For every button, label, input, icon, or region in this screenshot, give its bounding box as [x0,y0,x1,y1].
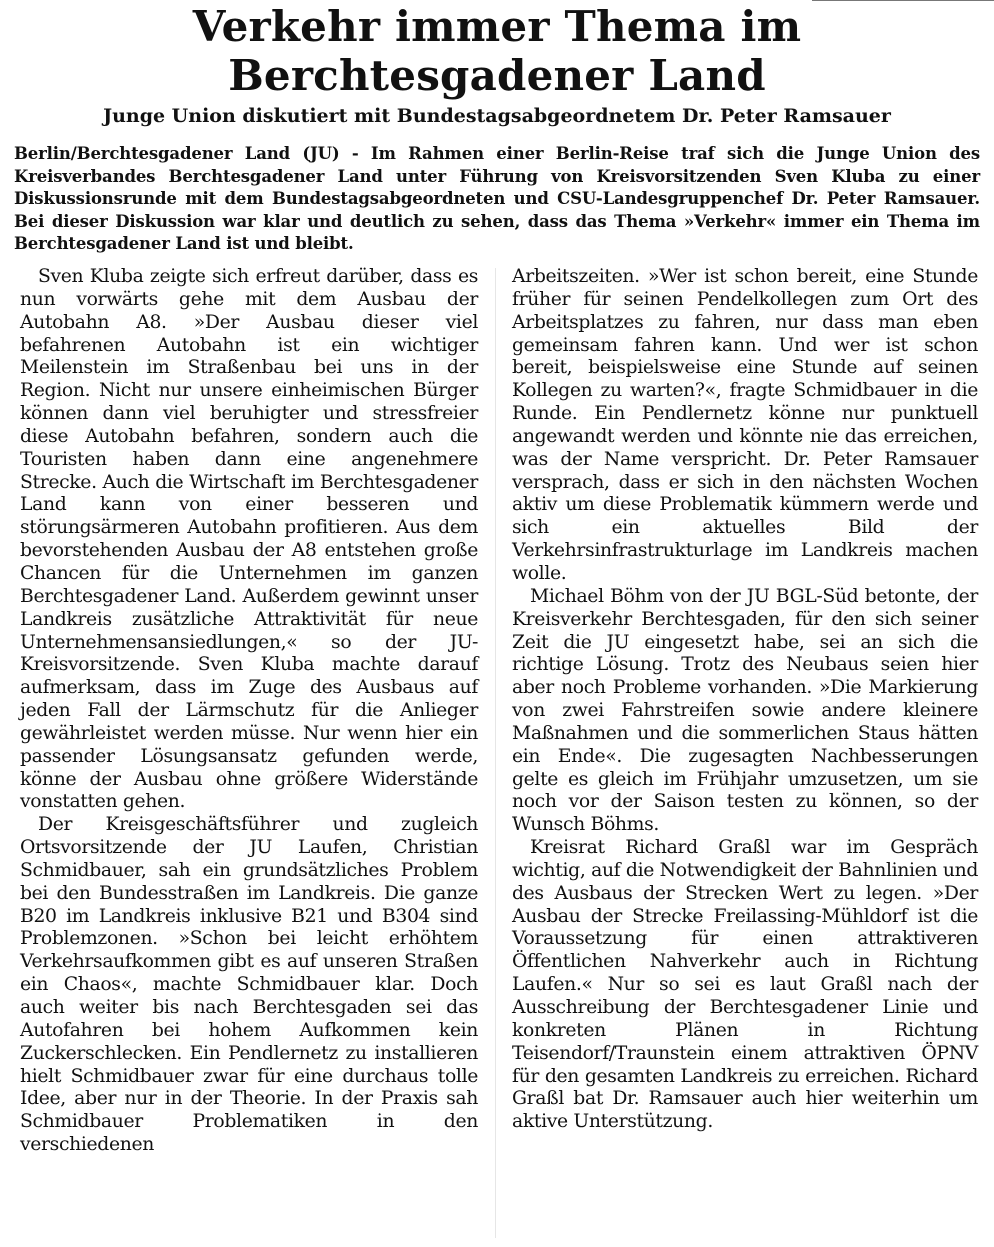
column-divider [495,268,496,1238]
article-headline: Verkehr immer Thema im Berchtesgadener Land [192,2,802,100]
article-lead: Berlin/Berchtesgadener Land (JU) - Im Rahmen einer Berlin-Reise traf sich die Junge Union des Kreisverbandes Berchtesgadener Land unter Führung von Kreisvorsitzenden Sven Kluba zu einer Diskussionsrunde mit dem Bundestagsabgeordneten und CSU-Landesgruppenchef Dr. Peter Ramsauer. Bei dieser Diskussion war klar und deutlich zu sehen, dass das Thema »Verkehr« immer ein Thema im Berchtesgadener Land ist und bleibt. [14,144,980,253]
paragraph-schmidbauer-continued: Arbeitszeiten. »Wer ist schon bereit, eine Stunde früher für seinen Pendelkollegen zum Ort des Arbeitsplatzes zu fahren, nur dass man eben gemeinsam fahren kann. Und wer ist schon bereit, beispielsweise eine Stunde auf seinen Kollegen zu warten?«, fragte Schmidbauer in die Runde. Ein Pendlernetz könne nur punktuell angewandt werden und könnte nie das erreichen, was der Name verspricht. Dr. Peter Ramsauer versprach, dass er sich in den nächsten Wochen aktiv um diese Problematik kümmern werde und sich ein aktuelles Bild der Verkehrsinfrastrukturlage im Landkreis machen wolle. [512,266,978,584]
paragraph-boehm: Michael Böhm von der JU BGL-Süd betonte, der Kreisverkehr Berchtesgaden, für den sich seiner Zeit die JU eingesetzt habe, sei an sich die richtige Lösung. Trotz des Neubaus seien hier aber noch Probleme vorhanden. »Die Markierung von zwei Fahrstreifen sowie andere kleinere Maßnahmen und die sommerlichen Staus hätten ein Ende«. Die zugesagten Nachbesserungen gelte es gleich im Frühjahr umzusetzen, um sie noch vor der Saison testen zu können, so der Wunsch Böhms. [512,585,978,836]
paragraph-grassl: Kreisrat Richard Graßl war im Gespräch wichtig, auf die Notwendigkeit der Bahnlinien und des Ausbaus der Strecken Wert zu legen. »Der Ausbau der Strecke Freilassing-Mühldorf ist die Voraussetzung für einen attraktiveren Öffentlichen Nahverkehr auch in Richtung Laufen.« Nur so sei es laut Graßl nach der Ausschreibung der Berchtesgadener Linie und konkreten Plänen in Richtung Teisendorf/Traunstein einem attraktiven ÖPNV für den gesamten Landkreis zu erreichen. Richard Graßl bat Dr. Ramsauer auch hier weiterhin um aktive Unterstützung. [512,837,978,1133]
article-subheadline: Junge Union diskutiert mit Bundestagsabgeordnetem Dr. Peter Ramsauer [103,105,891,127]
scan-edge-mark [812,0,994,1]
article-column-left [20,266,478,1157]
paragraph-kluba: Sven Kluba zeigte sich erfreut darüber, dass es nun vorwärts gehe mit dem Ausbau der Autobahn A8. »Der Ausbau dieser viel befahrenen Autobahn ist ein wichtiger Meilenstein im Straßenbau bei uns in der Region. Nicht nur unsere einheimischen Bürger können dann viel beruhigter und stressfreier diese Autobahn befahren, sondern auch die Touristen haben dann eine angenehmere Strecke. Auch die Wirtschaft im Berchtesgadener Land kann von einer besseren und störungsärmeren Autobahn profitieren. Aus dem bevorstehenden Ausbau der A8 entstehen große Chancen für die Unternehmen im ganzen Berchtesgadener Land. Außerdem gewinnt unser Landkreis zusätzliche Attraktivität für neue Unternehmensansiedlungen,« so der JU-Kreisvorsitzende. Sven Kluba machte darauf aufmerksam, dass im Zuge des Ausbaus auf jeden Fall der Lärmschutz für die Anlieger gewährleistet werden müsse. Nur wenn hier ein passender Lösungsansatz gefunden werde, könne der Ausbau ohne größere Widerstände vonstatten gehen. [20,266,478,813]
article-column-right [512,266,978,1134]
paragraph-schmidbauer: Der Kreisgeschäftsführer und zugleich Ortsvorsitzende der JU Laufen, Christian Schmidbauer, sah ein grundsätzliches Problem bei den Bundesstraßen im Landkreis. Die ganze B20 im Landkreis inklusive B21 und B304 sind Problemzonen. »Schon bei leicht erhöhtem Verkehrsaufkommen gibt es auf unseren Straßen ein Chaos«, machte Schmidbauer klar. Doch auch weiter bis nach Berchtesgaden sei das Autofahren bei hohem Aufkommen kein Zuckerschlecken. Ein Pendlernetz zu installieren hielt Schmidbauer zwar für eine durchaus tolle Idee, aber nur in der Theorie. In der Praxis sah Schmidbauer Problematiken in den verschiedenen [20,814,478,1156]
